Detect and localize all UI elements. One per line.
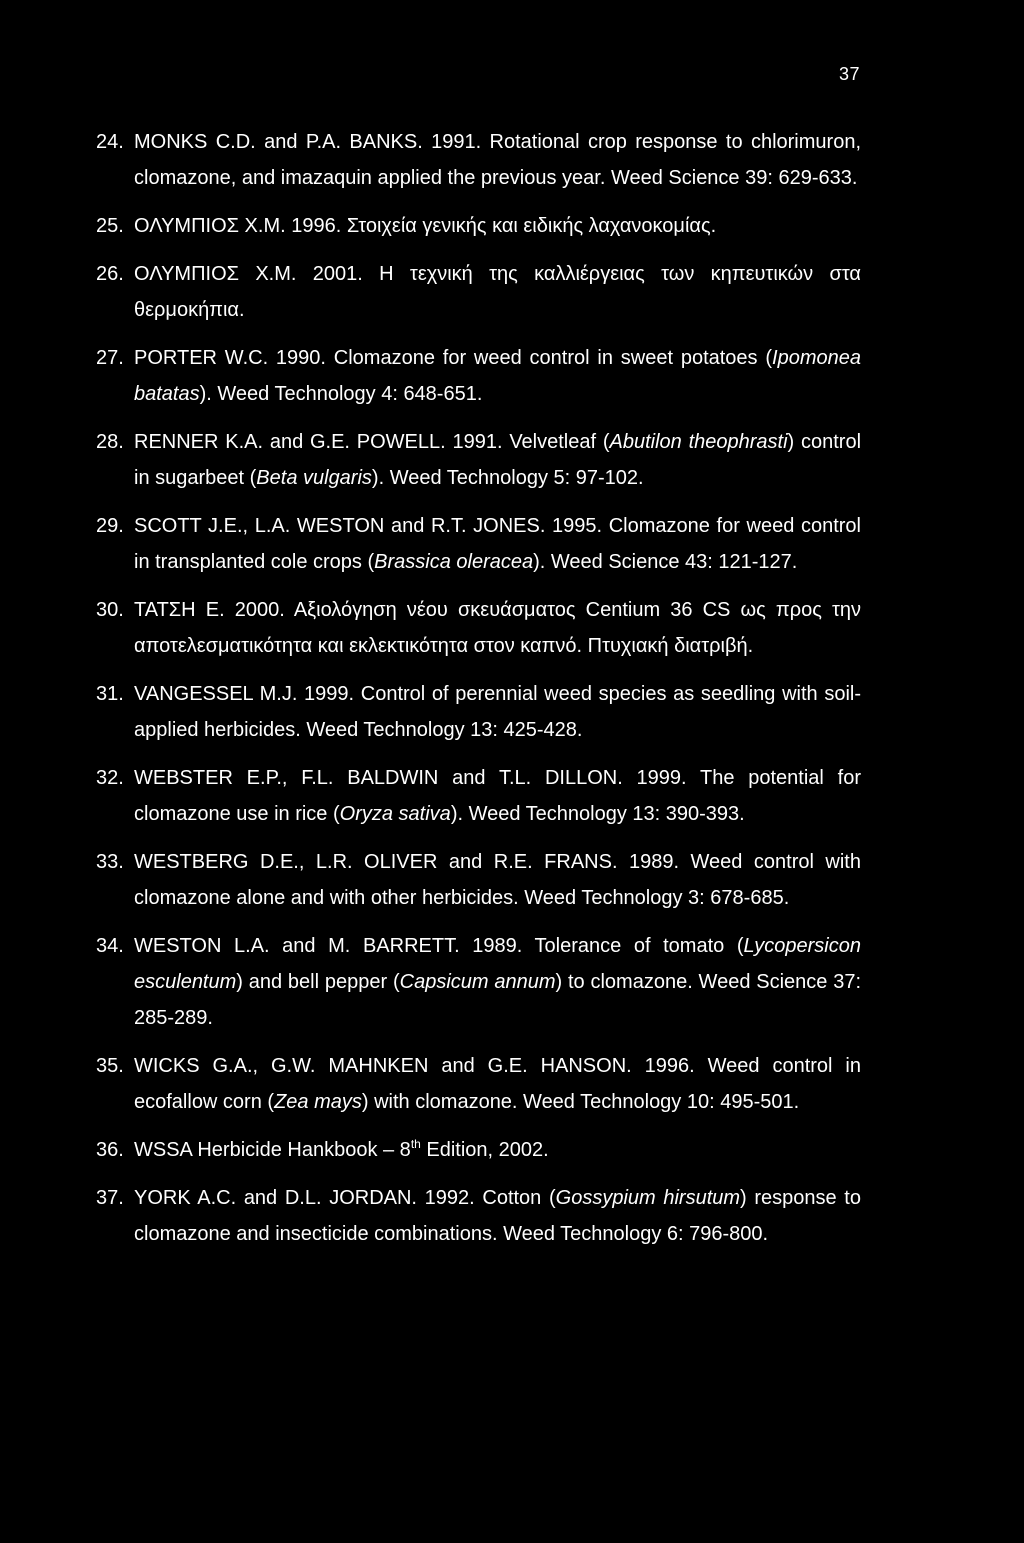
species-name: Brassica oleracea [374, 550, 534, 573]
reference-segment: WEBSTER E.P., F.L. BALDWIN and T.L. DILLON. 1999. The potential for clomazone use in rice ( [134, 766, 861, 825]
reference-text [134, 1136, 549, 1161]
reference-item [96, 928, 861, 1037]
reference-item [96, 508, 861, 581]
reference-item [96, 760, 861, 833]
reference-number: 32. [96, 766, 124, 789]
reference-text [134, 347, 861, 405]
reference-text [134, 683, 861, 741]
reference-number: 27. [96, 346, 124, 369]
reference-item [96, 208, 861, 244]
reference-number: 25. [96, 214, 124, 237]
reference-number: 33. [96, 850, 124, 873]
reference-number: 31. [96, 682, 124, 705]
reference-segment: ). Weed Technology 4: 648-651. [199, 382, 483, 405]
reference-segment: Edition, 2002. [420, 1138, 549, 1161]
reference-text [134, 851, 861, 909]
reference-item [96, 424, 861, 497]
reference-item [96, 1132, 861, 1168]
reference-text [134, 263, 861, 321]
reference-item [96, 340, 861, 413]
reference-segment: MONKS C.D. and P.A. BANKS. 1991. Rotational crop response to chlorimuron, clomazone, and imazaquin applied the previous year. Weed Science 39: 629-633. [134, 131, 861, 190]
species-name: Abutilon theophrasti [609, 430, 788, 453]
reference-segment: ΟΛΥΜΠΙΟΣ Χ.Μ. 1996. Στοιχεία γενικής και ειδικής λαχανοκομίας. [134, 214, 717, 237]
reference-text [134, 431, 861, 489]
reference-segment: ) and bell pepper ( [236, 970, 400, 993]
reference-number: 30. [96, 598, 124, 621]
page-number: 37 [839, 64, 861, 84]
reference-segment: ). Weed Science 43: 121-127. [533, 550, 798, 573]
reference-number: 35. [96, 1054, 124, 1077]
reference-item [96, 1048, 861, 1121]
reference-segment: WICKS G.A., G.W. MAHNKEN and G.E. HANSON. 1996. Weed control in ecofallow corn ( [134, 1054, 861, 1114]
reference-segment: WESTON L.A. and M. BARRETT. 1989. Tolerance of tomato ( [134, 934, 744, 957]
reference-text [134, 1055, 861, 1113]
reference-segment: ). Weed Technology 13: 390-393. [450, 802, 745, 825]
reference-number: 37. [96, 1186, 124, 1209]
superscript: th [410, 1136, 421, 1151]
reference-item [96, 676, 861, 749]
reference-text [134, 767, 861, 825]
reference-item [96, 844, 861, 917]
reference-item [96, 256, 861, 329]
reference-segment: WSSA Herbicide Hankbook – 8 [134, 1138, 411, 1161]
reference-segment: ΤΑΤΣΗ Ε. 2000. Αξιολόγηση νέου σκευάσματος Centium 36 CS ως προς την αποτελεσματικότητα και εκλεκτικότητα στον καπνό. Πτυχιακή διατριβή. [134, 598, 861, 657]
reference-text [134, 935, 861, 1030]
species-name: Gossypium hirsutum [555, 1186, 741, 1209]
reference-number: 28. [96, 430, 124, 453]
reference-segment: VANGESSEL M.J. 1999. Control of perennial weed species as seedling with soil-applied herbicides. Weed Technology 13: 425-428. [134, 682, 861, 741]
reference-segment: ) control in sugarbeet ( [134, 430, 862, 489]
species-name: Zea mays [274, 1091, 362, 1114]
reference-list [96, 124, 861, 1263]
reference-text [134, 215, 716, 237]
reference-text [134, 599, 861, 657]
reference-segment: WESTBERG D.E., L.R. OLIVER and R.E. FRANS. 1989. Weed control with clomazone alone and with other herbicides. Weed Technology 3: 678-685. [134, 850, 861, 909]
reference-segment: PORTER W.C. 1990. Clomazone for weed control in sweet potatoes ( [134, 346, 773, 369]
reference-number: 29. [96, 514, 124, 537]
reference-segment: ). Weed Technology 5: 97-102. [371, 466, 644, 489]
species-name: Beta vulgaris [256, 466, 372, 489]
reference-item [96, 1180, 861, 1253]
reference-segment: RENNER K.A. and G.E. POWELL. 1991. Velvetleaf ( [134, 430, 610, 453]
reference-segment: ) response to clomazone and insecticide combinations. Weed Technology 6: 796-800. [134, 1186, 861, 1245]
reference-number: 26. [96, 262, 124, 285]
species-name: Ipomonea batatas [134, 346, 861, 405]
reference-number: 36. [96, 1138, 124, 1161]
reference-item [96, 592, 861, 665]
species-name: Oryza sativa [339, 802, 451, 825]
reference-segment: ) to clomazone. Weed Science 37: 285-289. [134, 970, 862, 1030]
reference-item [96, 124, 861, 197]
reference-text [134, 131, 861, 189]
reference-segment: ) with clomazone. Weed Technology 10: 495-501. [361, 1091, 800, 1114]
reference-number: 34. [96, 934, 124, 957]
reference-segment: SCOTT J.E., L.A. WESTON and R.T. JONES. 1995. Clomazone for weed control in transplanted cole crops ( [134, 514, 861, 573]
reference-text [134, 515, 861, 573]
species-name: Lycopersicon esculentum [134, 934, 861, 993]
reference-segment: ΟΛΥΜΠΙΟΣ Χ.Μ. 2001. Η τεχνική της καλλιέργειας των κηπευτικών στα θερμοκήπια. [134, 262, 861, 321]
reference-text [134, 1187, 861, 1245]
reference-number: 24. [96, 131, 124, 153]
species-name: Capsicum annum [399, 970, 556, 993]
reference-segment: YORK A.C. and D.L. JORDAN. 1992. Cotton ( [134, 1186, 556, 1209]
